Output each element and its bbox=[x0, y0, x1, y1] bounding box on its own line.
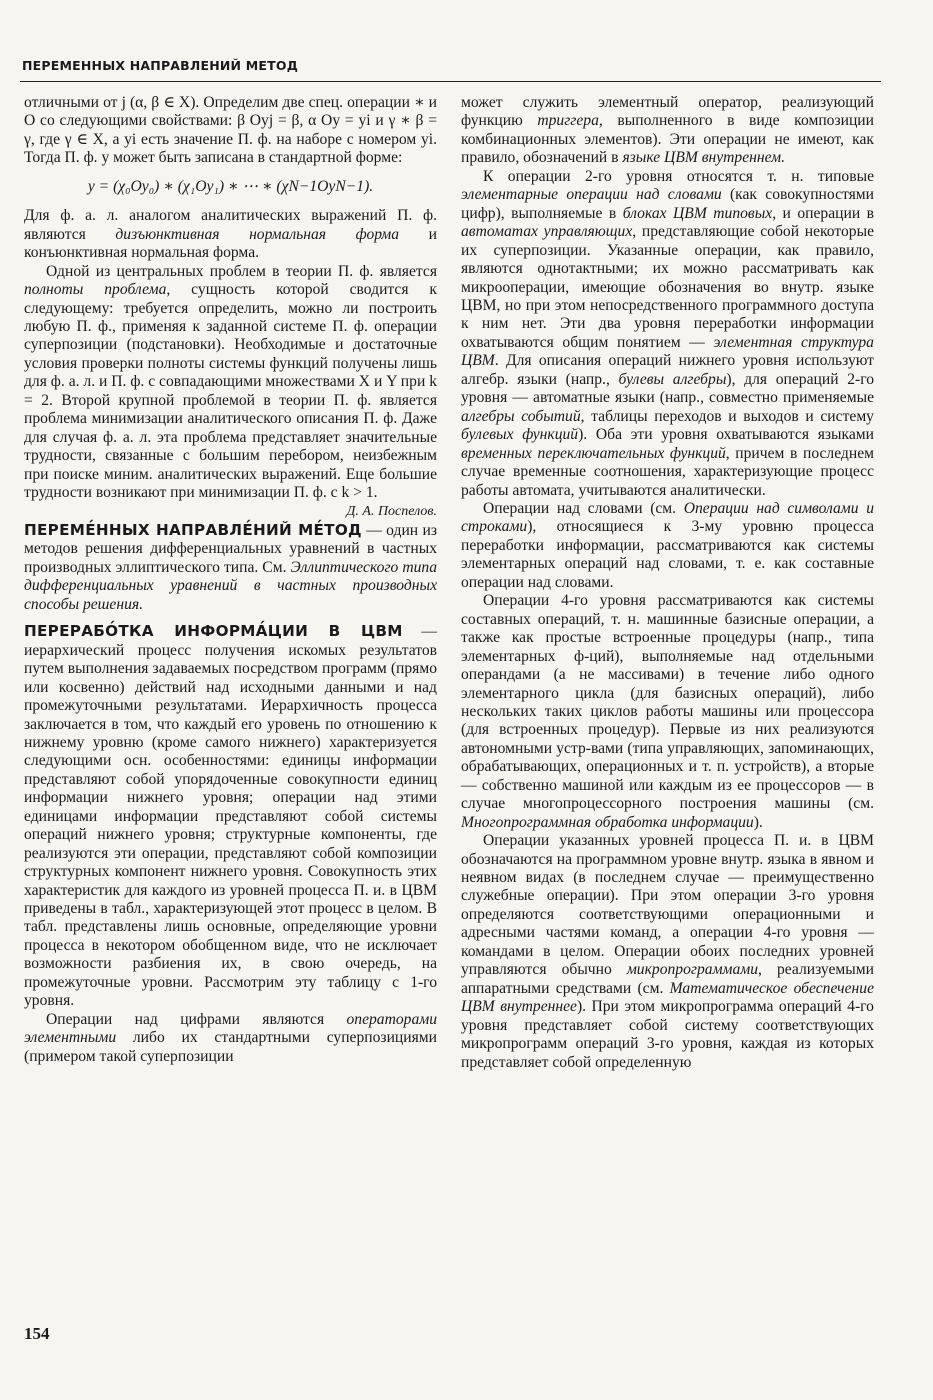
entry-title: ПЕРЕРАБО́ТКА ИНФОРМА́ЦИИ В ЦВМ bbox=[24, 622, 403, 641]
entry-pererabotka: ПЕРЕРАБО́ТКА ИНФОРМА́ЦИИ В ЦВМ — иерархический процесс получения искомых результатов путем выполнения задаваемых посредством программ (прямо или косвенно) действий над исходными данными и над промежуточными результатами. Иерархичность процесса заключается в том, что каждый его уровень по отношению к нижнему уровню (кроме самого нижнего) характеризуется следующими осн. особенностями: единицы информации представляют собой упорядоченные совокупности единиц информации нижнего уровня; операции над этими единицами информации представляют собой системы операций нижнего уровня; структурные компоненты, где реализуются эти операции, представляют собой композиции структурных компонент нижнего уровня. Совокупность этих характеристик для каждого из уровней процесса П. и. в ЦВМ приведены в табл., характеризующей этот процесс в целом. В табл. представлены лишь основные, определяющие уровни процесса в некотором обобщенном виде, что не исключает возможности разбиения их, в свою очередь, на промежуточные уровни. Рассмотрим эту таблицу с 1-го уровня. bbox=[24, 622, 437, 1010]
header-rule bbox=[20, 81, 881, 82]
paragraph: К операции 2-го уровня относятся т. н. типовые элементарные операции над словами (как совокупностями цифр), выполняемые в блоках ЦВМ типовых, и операции в автоматах управляющих, представляющие собой некоторые их суперпозиции. Указанные операции, как правило, являются однотактными; их можно рассматривать как микрооперации, имеющие обозначения во внутр. языке ЦВМ, но при этом непосредственного программного доступа к ним нет. Эти два уровня переработки информации охватываются общим понятием — элементная структура ЦВМ. Для описания операций нижнего уровня используют алгебр. языки (напр., булевы алгебры), для операций 2-го уровня — автоматные языки (напр., совместно применяемые алгебры событий, таблицы переходов и выходов и систему булевых функций). Оба эти уровня охватываются языками временных переключательных функций, причем в последнем случае временные соотношения, характеризующие процесс работы автомата, учитываются аналитически. bbox=[461, 167, 874, 499]
entry-title: ПЕРЕМЕ́ННЫХ НАПРАВЛЕ́НИЙ МЕ́ТОД bbox=[24, 520, 362, 539]
paragraph: отличными от j (α, β ∈ X). Определим две спец. операции ∗ и O со следующими свойствами: β Oyj = β, α Oy = yi и γ ∗ β = γ, где γ ∈ X, а yi есть значение П. ф. на наборе с номером yi. Тогда П. ф. y может быть записана в стандартной форме: bbox=[24, 94, 437, 167]
author-signature: Д. А. Поспелов. bbox=[346, 503, 437, 519]
paragraph: Операции указанных уровней процесса П. и. в ЦВМ обозначаются на программном уровне внутр. языка в явном и неявном видах (в последнем случае — преимущественно служебные операции). При этом операции 3-го уровня определяются соответствующими операционными и адресными частями команд, а операции 4-го уровня — командами в целом. Операции обоих последних уровней управляются обычно микропрограммами, реализуемыми аппаратными средствами (см. Математическое обеспечение ЦВМ внутреннее). При этом микропрограмма операций 4-го уровня представляет собой систему соответствующих микропрограмм операций 3-го уровня, каждая из которых представляет собой определенную bbox=[461, 832, 874, 1071]
right-column bbox=[461, 94, 874, 1072]
paragraph: Операции над цифрами являются операторами элементными либо их стандартными суперпозициями (примером такой суперпозиции bbox=[24, 1010, 437, 1065]
paragraph: Операции 4-го уровня рассматриваются как системы составных операций, т. н. машинные базисные операции, а также как простые встроенные процедуры (напр., типа элементарных ф-ций), выполняемые над отдельными операндами (а не массивами) в течение либо одного элементарного цикла (для базисных операций), либо нескольких таких циклов работы машины или процессора (для встроенных процедур). Первые из них реализуются автономными устр-вами (типа управляющих, запоминающих, обрабатывающих, операционных и т. п. устройств), а вторые — собственно машиной или каждым из ее процессоров — в случае многопроцессорного построения машины (см. Многопрограммная обработка информации). bbox=[461, 592, 874, 831]
paragraph: Одной из центральных проблем в теории П. ф. является полноты проблема, сущность которой сводится к следующему: требуется определить, можно ли построить любую П. ф., применяя к заданной системе П. ф. операции суперпозиции (подстановки). Необходимые и достаточные условия проверки полноты системы функций получены лишь для ф. а. л. и П. ф. с совпадающими множествами X и Y при k = 2. Второй крупной проблемой в теории П. ф. является проблема минимизации аналитического описания П. ф. Даже для случая ф. а. л. эта проблема представляет значительные трудности, связанные с большим перебором, неизбежным при поиске миним. аналитических выражений. Еще большие трудности возникают при минимизации П. ф. с k > 1. bbox=[24, 262, 437, 502]
entry-perem-metod: ПЕРЕМЕ́ННЫХ НАПРАВЛЕ́НИЙ МЕ́ТОД — один из методов решения дифференциальных уравнений в частных производных эллиптического типа. См. Эллиптического типа дифференциальных уравнений в частных производных способы решения. bbox=[24, 520, 438, 613]
paragraph: может служить элементный оператор, реализующий функцию триггера, выполненного в виде композиции комбинационных элементов). Эти операции не имеют, как правило, обозначений в языке ЦВМ внутреннем. bbox=[461, 94, 874, 167]
paragraph: Для ф. а. л. аналогом аналитических выражений П. ф. являются дизъюнктивная нормальная форма и конъюнктивная нормальная форма. bbox=[24, 207, 437, 262]
page-number: 154 bbox=[24, 1324, 50, 1343]
running-head: ПЕРЕМЕННЫХ НАПРАВЛЕНИЙ МЕТОД bbox=[22, 58, 299, 73]
formula: y = (χ₀Oy₀) ∗ (χ₁Oy₁) ∗ ⋯ ∗ (χN−1OyN−1). bbox=[87, 177, 374, 195]
left-column bbox=[24, 94, 437, 1066]
paragraph: Операции над словами (см. Операции над символами и строками), относящиеся к 3-му уровню процесса переработки информации, рассматриваются как системы элементарных операций над словами, т. е. как составные операции над словами. bbox=[461, 499, 874, 591]
